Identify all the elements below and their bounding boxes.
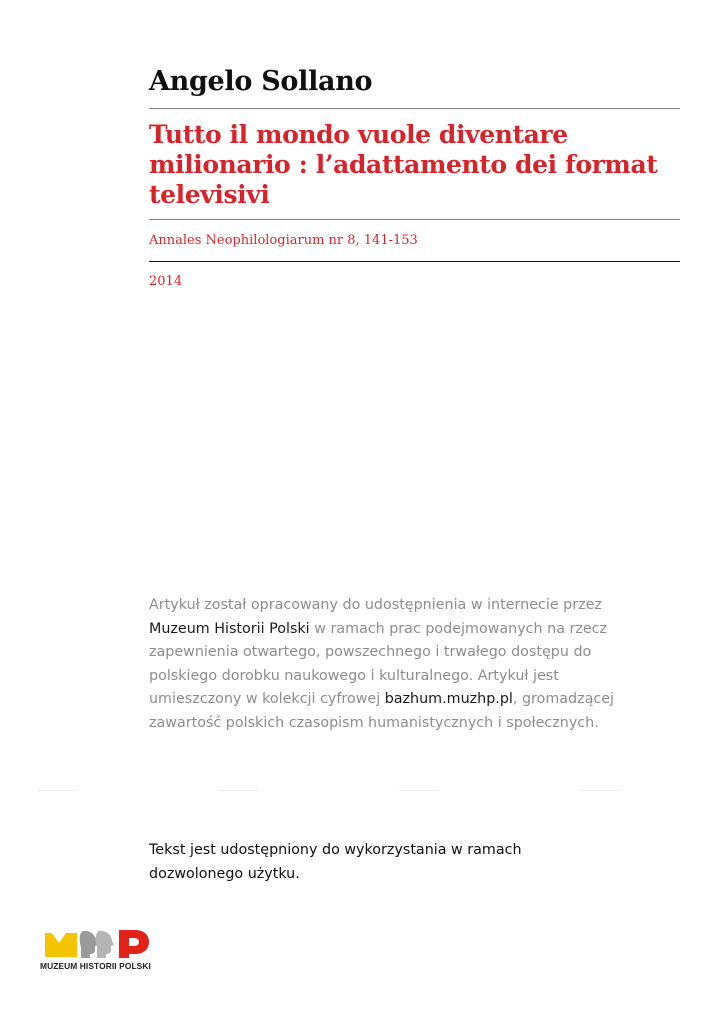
logo-crown-shape: [45, 933, 77, 957]
institution-name: Muzeum Historii Polski: [149, 620, 310, 637]
notice-text-2: w ramach prac podejmowanych na rzecz zapewnienia otwartego, powszechnego i trwałego dostępu do polskiego dorobku naukowego i kulturalnego. Artykuł jest umieszczony w kolekcji cyfrowej: [149, 620, 608, 708]
journal-citation: Annales Neophilologiarum nr 8, 141-153: [149, 233, 418, 248]
logo-letter-p: [119, 930, 149, 958]
notice-text-3: , gromadzącej zawartość polskich czasopism humanistycznych i społecznych.: [149, 691, 615, 731]
collection-link[interactable]: bazhum.muzhp.pl: [384, 691, 513, 708]
logo-head-left: [80, 931, 98, 958]
separator-mark: [580, 790, 620, 791]
publication-year: 2014: [149, 274, 183, 289]
notice-text-1: Artykuł został opracowany do udostępnienia w internecie przez: [149, 597, 602, 613]
separator-mark: [218, 790, 258, 791]
divider-citation: [149, 261, 680, 262]
article-title: Tutto il mondo vuole diventare milionario : l’adattamento dei format televisivi: [149, 120, 658, 209]
separator-mark: [399, 790, 439, 791]
license-notice: Tekst jest udostępniony do wykorzystania w ramach dozwolonego użytku.: [149, 842, 522, 882]
museum-logo: [40, 925, 170, 975]
logo-head-right: [96, 931, 114, 958]
divider-top: [149, 108, 680, 109]
separator-mark: [37, 790, 77, 791]
availability-notice: [149, 594, 649, 736]
author-name: Angelo Sollano: [149, 66, 373, 97]
museum-logo-mark: [43, 927, 153, 961]
museum-logo-caption: MUZEUM HISTORII POLSKI: [40, 961, 151, 971]
divider-title: [149, 219, 680, 220]
